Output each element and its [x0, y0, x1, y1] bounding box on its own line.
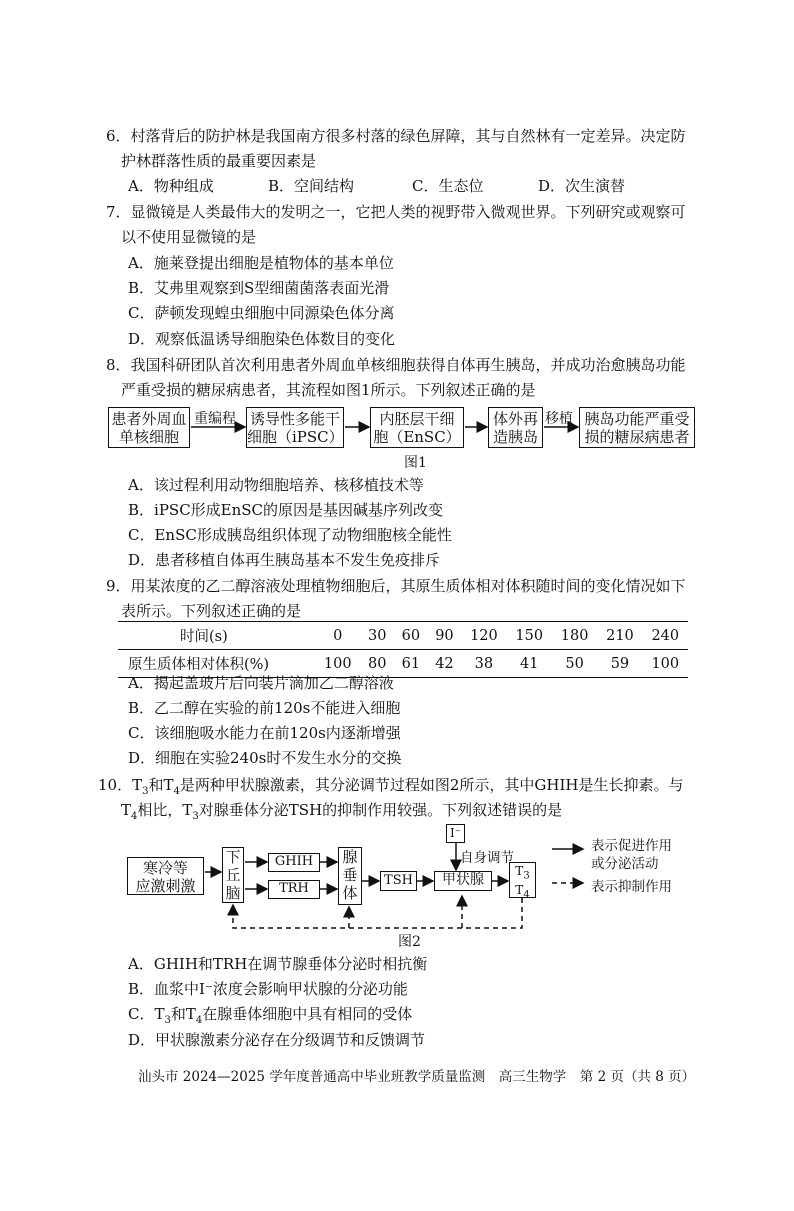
q10-option-a: A．GHIH和TRH在调节腺垂体分泌时相抗衡	[128, 955, 428, 973]
table-cell: 210	[597, 622, 642, 650]
table-cell: 240	[643, 622, 688, 650]
fig1-box-ipsc: 诱导性多能干 细胞（iPSC）	[246, 407, 344, 448]
q7-stem-line1: 7．显微镜是人类最伟大的发明之一，它把人类的视野带入微观世界。下列研究或观察可	[106, 203, 686, 221]
q9-option-c: C．该细胞吸水能力在前120s内逐渐增强	[128, 724, 401, 742]
q7-option-c: C．萨顿发现蝗虫细胞中同源染色体分离	[128, 304, 395, 322]
q6-option-a: A．物种组成	[128, 177, 214, 195]
fig2-legend-inhibit: 表示抑制作用	[591, 879, 672, 895]
table-cell: 120	[461, 622, 506, 650]
q7-option-d: D．观察低温诱导细胞染色体数目的变化	[128, 330, 396, 348]
fig2-legend-promote-line1: 表示促进作用	[591, 838, 672, 854]
q10-option-c: C．$T_3$和$T_4$在腺垂体细胞中具有相同的受体	[128, 1005, 413, 1026]
q6-option-b: B．空间结构	[268, 177, 355, 195]
q8-option-a: A．该过程利用动物细胞培养、核移植技术等	[128, 476, 424, 494]
fig1-label-reprogram: 重编程	[194, 411, 236, 427]
q7-option-b: B．艾弗里观察到S型细菌菌落表面光滑	[128, 279, 390, 297]
q9-option-a: A．揭起盖玻片后向装片滴加乙二醇溶液	[128, 674, 394, 692]
table-cell: 60	[394, 622, 428, 650]
fig2-box-trh: TRH	[268, 880, 320, 899]
table-cell: 180	[552, 622, 597, 650]
fig1-label-transplant: 移植	[545, 411, 573, 427]
q9-stem-line2: 表所示。下列叙述正确的是	[121, 602, 302, 620]
q7-stem-line2: 以不使用显微镜的是	[121, 228, 257, 246]
fig2-box-tsh: TSH	[380, 871, 417, 891]
fig2-caption: 图2	[398, 934, 421, 950]
table-cell: 50	[552, 650, 597, 678]
fig1-box-islet: 体外再 造胰岛	[488, 407, 543, 448]
q10-option-d: D．甲状腺激素分泌存在分级调节和反馈调节	[128, 1031, 426, 1049]
table-cell: 90	[428, 622, 462, 650]
q9-option-d: D．细胞在实验240s时不发生水分的交换	[128, 749, 402, 767]
q9-option-b: B．乙二醇在实验的前120s不能进入细胞	[128, 699, 401, 717]
table-cell: 61	[394, 650, 428, 678]
fig2-legend-promote-line2: 或分泌活动	[591, 856, 659, 872]
table-header-volume: 原生质体相对体积(%)	[118, 650, 315, 678]
fig2-box-ghih: GHIH	[268, 853, 320, 872]
fig2-box-hypothalamus: 下 丘 脑	[222, 847, 244, 903]
table-cell: 80	[360, 650, 394, 678]
fig1-box-ensc: 内胚层干细 胞（EnSC）	[370, 407, 464, 448]
q6-stem-line2: 护林群落性质的最重要因素是	[121, 152, 317, 170]
q7-option-a: A．施莱登提出细胞是植物体的基本单位	[128, 254, 394, 272]
fig1-box-patient: 胰岛功能严重受 损的糖尿病患者	[579, 407, 695, 448]
table-cell: 100	[315, 650, 360, 678]
q8-option-d: D．患者移植自体再生胰岛基本不发生免疫排斥	[128, 551, 441, 569]
q8-stem-line2: 严重受损的糖尿病患者，其流程如图1所示。下列叙述正确的是	[121, 381, 536, 399]
q10-stem-line1: 10．$T_3$和$T_4$是两种甲状腺激素，其分泌调节过程如图2所示，其中GHIH是生长抑素。与	[98, 776, 684, 797]
q6-option-c: C．生态位	[412, 177, 484, 195]
fig2-box-iodide: I⁻	[446, 824, 465, 843]
fig2-box-pituitary: 腺 垂 体	[338, 847, 362, 905]
table-cell: 41	[507, 650, 552, 678]
table-cell: 38	[461, 650, 506, 678]
q6-option-d: D．次生演替	[538, 177, 626, 195]
table-cell: 100	[643, 650, 688, 678]
q8-option-b: B．iPSC形成EnSC的原因是基因碱基序列改变	[128, 501, 444, 519]
q8-option-c: C．EnSC形成胰岛组织体现了动物细胞核全能性	[128, 526, 452, 544]
table-cell: 150	[507, 622, 552, 650]
table-cell: 42	[428, 650, 462, 678]
fig2-box-cold-stimulus: 寒冷等 应激刺激	[127, 857, 204, 895]
q9-stem-line1: 9．用某浓度的乙二醇溶液处理植物细胞后，其原生质体相对体积随时间的变化情况如下	[106, 577, 686, 595]
fig2-box-thyroid: 甲状腺	[434, 871, 492, 891]
table-cell: 30	[360, 622, 394, 650]
table-cell: 0	[315, 622, 360, 650]
q10-option-b: B．血浆中I⁻浓度会影响甲状腺的分泌功能	[128, 980, 408, 998]
fig1-box-pbmc: 患者外周血 单核细胞	[108, 407, 190, 448]
fig2-box-t3-t4: $T_3$ $T_4$	[509, 862, 536, 898]
q6-stem-line1: 6．村落背后的防护林是我国南方很多村落的绿色屏障，其与自然林有一定差异。决定防	[106, 127, 686, 145]
fig2-label-self-regulation: 自身调节	[460, 850, 514, 866]
q10-stem-line2: $T_4$相比，$T_3$对腺垂体分泌TSH的抑制作用较强。下列叙述错误的是	[121, 801, 563, 822]
fig1-caption: 图1	[404, 455, 427, 471]
page-footer: 汕头市 2024—2025 学年度普通高中毕业班教学质量监测 高三生物学 第 2 页（共 8 页）	[138, 1069, 696, 1085]
table-header-time: 时间(s)	[118, 622, 315, 650]
q8-stem-line1: 8．我国科研团队首次利用患者外周血单核细胞获得自体再生胰岛，并成功治愈胰岛功能	[106, 356, 686, 374]
table-cell: 59	[597, 650, 642, 678]
